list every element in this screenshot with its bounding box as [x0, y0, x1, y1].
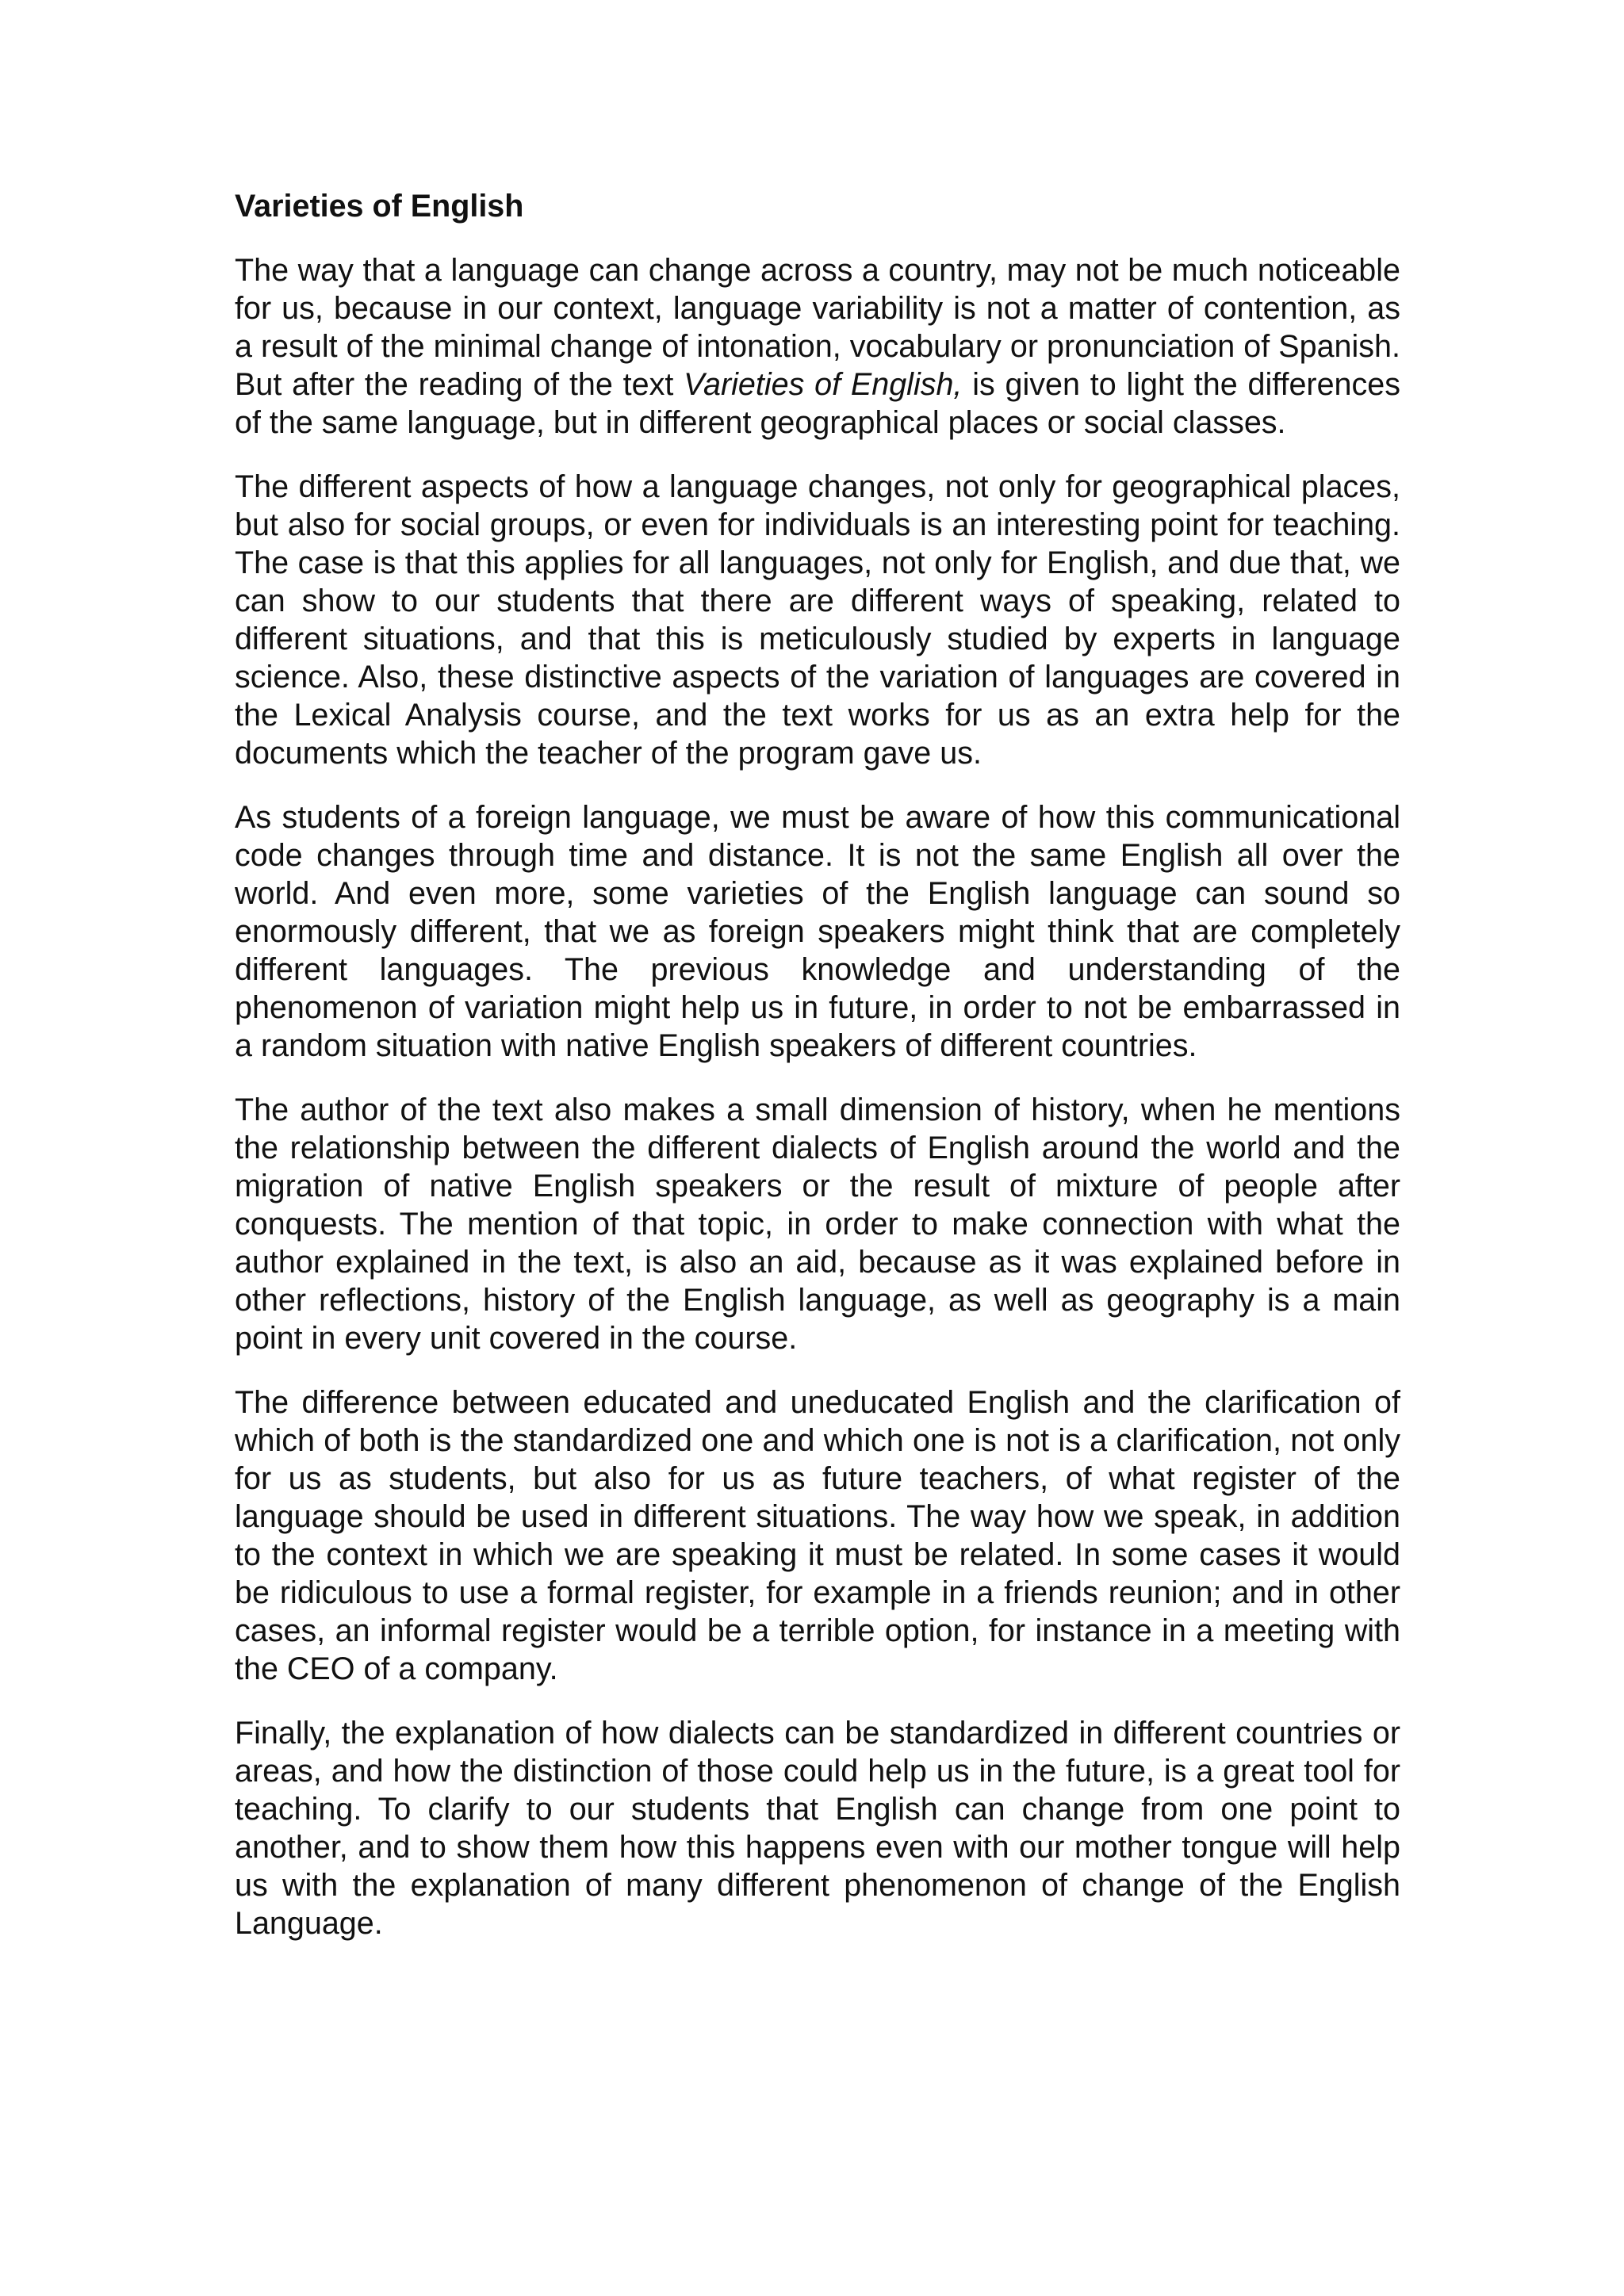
- paragraph-1-italic-title: Varieties of English,: [684, 367, 963, 402]
- paragraph-1-text-end: is given to light the differences of the same language, but in different geographical places or social classes.: [235, 367, 1400, 440]
- paragraph-5: The difference between educated and uneducated English and the clarification of which of both is the standardized one and which one is not is a clarification, not only for us as students, but also for us as future teachers, of what register of the language should be used in different situations. The way how we speak, in addition to the context in which we are speaking it must be related. In some cases it would be ridiculous to use a formal register, for example in a friends reunion; and in other cases, an informal register would be a terrible option, for instance in a meeting with the CEO of a company.: [235, 1385, 1400, 1686]
- paragraph-2: The different aspects of how a language changes, not only for geographical places, but also for social groups, or even for individuals is an interesting point for teaching. The case is that this applies for all languages, not only for English, and due that, we can show to our students that there are different ways of speaking, related to different situations, and that this is meticulously studied by experts in language science. Also, these distinctive aspects of the variation of languages are covered in the Lexical Analysis course, and the text works for us as an extra help for the documents which the teacher of the program gave us.: [235, 469, 1400, 771]
- paragraph-4: The author of the text also makes a small dimension of history, when he mentions the relationship between the different dialects of English around the world and the migration of native English speakers or the result of mixture of people after conquests. The mention of that topic, in order to make connection with what the author explained in the text, is also an aid, because as it was explained before in other reflections, history of the English language, as well as geography is a main point in every unit covered in the course.: [235, 1093, 1400, 1356]
- paragraph-6: Finally, the explanation of how dialects can be standardized in different countries or areas, and how the distinction of those could help us in the future, is a great tool for teaching. To clarify to our students that English can change from one point to another, and to show them how this happens even with our mother tongue will help us with the explanation of many different phenomenon of change of the English Language.: [235, 1716, 1400, 1941]
- paragraph-3: As students of a foreign language, we must be aware of how this communicational code changes through time and distance. It is not the same English all over the world. And even more, some varieties of the English language can sound so enormously different, that we as foreign speakers might think that are completely different languages. The previous knowledge and understanding of the phenomenon of variation might help us in future, in order to not be embarrassed in a random situation with native English speakers of different countries.: [235, 800, 1400, 1063]
- document-title: Varieties of English: [235, 189, 524, 224]
- document-body: [235, 187, 1400, 1969]
- paragraph-1-text-start: The way that a language can change across a country, may not be much noticeable for us, because in our context, language variability is not a matter of contention, as a result of the minimal change of intonation, vocabulary or pronunciation of Spanish. But after the reading of the text: [235, 253, 1400, 402]
- paragraph-1: [235, 251, 1400, 442]
